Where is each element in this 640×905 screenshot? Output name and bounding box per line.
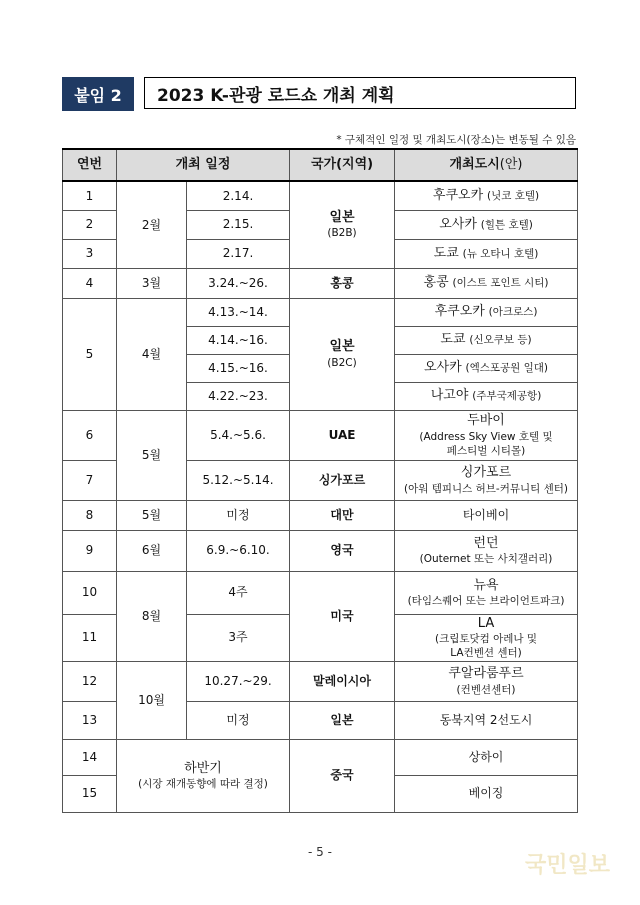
row-no: 2 [63, 210, 117, 239]
table-row [63, 500, 578, 530]
document-title: 2023 K-관광 로드쇼 개최 계획 [144, 77, 576, 109]
city-sub: (타임스퀘어 또는 브라이언트파크) [407, 595, 565, 608]
city-label: 홍콩 [423, 275, 449, 291]
row-no: 9 [63, 530, 117, 571]
table-row [63, 571, 578, 614]
row-no: 6 [63, 410, 117, 460]
country-cell: UAE [290, 410, 395, 460]
row-no: 7 [63, 460, 117, 500]
header-no: 연번 [63, 149, 117, 181]
month-cell: 5월 [117, 500, 187, 530]
date-cell: 미정 [187, 701, 290, 739]
city-sub: (힐튼 호텔) [480, 218, 533, 231]
city-label: 후쿠오카 [432, 187, 484, 203]
city-sub: (아크로스) [488, 306, 538, 319]
city-label: 도쿄 [440, 332, 466, 348]
city-sub: LA컨벤션 센터) [450, 647, 522, 660]
date-cell: 3.24.~26. [187, 268, 290, 298]
country-cell: 미국 [290, 571, 395, 661]
city-sub: (이스트 포인트 시티) [452, 277, 549, 290]
city-sub: (엑스포공원 일대) [465, 362, 549, 375]
page-number: - 5 - [308, 845, 332, 859]
city-label: 뉴욕 [473, 577, 499, 593]
city-cell [395, 530, 578, 571]
schedule-sub: (시장 재개동향에 따라 결정) [138, 778, 268, 791]
month-cell: 10월 [117, 661, 187, 739]
watermark-logo: 국민일보 [524, 853, 610, 878]
row-no: 5 [63, 298, 117, 410]
header-schedule: 개최 일정 [117, 149, 290, 181]
country-sub: (B2C) [327, 356, 357, 369]
header-city-sub: (안) [499, 157, 523, 173]
city-cell: 타이베이 [395, 500, 578, 530]
city-cell [395, 571, 578, 614]
header-country: 국가(지역) [290, 149, 395, 181]
month-cell: 4월 [117, 298, 187, 410]
city-cell: 동북지역 2선도시 [395, 701, 578, 739]
country-cell: 홍콩 [290, 268, 395, 298]
country-cell [290, 298, 395, 410]
city-cell [395, 181, 578, 210]
city-label: 오사카 [423, 360, 462, 376]
table-row [63, 181, 578, 210]
city-label: 쿠알라룸푸르 [448, 666, 524, 682]
city-cell: 상하이 [395, 739, 578, 775]
schedule-label: 하반기 [184, 760, 222, 776]
date-cell: 5.4.~5.6. [187, 410, 290, 460]
city-label: 오사카 [439, 216, 477, 232]
country-cell: 말레이시아 [290, 661, 395, 701]
city-cell [395, 410, 578, 460]
date-cell: 4.13.~14. [187, 298, 290, 326]
row-no: 14 [63, 739, 117, 775]
city-label: 도쿄 [433, 245, 459, 261]
date-cell: 3주 [187, 614, 290, 661]
table-row [63, 268, 578, 298]
city-cell: 베이징 [395, 775, 578, 812]
month-cell: 2월 [117, 181, 187, 268]
city-cell [395, 460, 578, 500]
date-cell: 4주 [187, 571, 290, 614]
attachment-badge: 붙임 2 [62, 77, 134, 111]
country-cell: 일본 [290, 701, 395, 739]
date-cell: 10.27.~29. [187, 661, 290, 701]
month-cell: 3월 [117, 268, 187, 298]
country-label: 일본 [329, 339, 355, 355]
table-row [63, 661, 578, 701]
row-no: 15 [63, 775, 117, 812]
city-cell [395, 614, 578, 661]
schedule-cell [117, 739, 290, 812]
city-cell [395, 326, 578, 354]
date-cell: 2.17. [187, 239, 290, 268]
country-cell: 싱가포르 [290, 460, 395, 500]
header-city-label: 개최도시 [449, 157, 500, 173]
city-sub: (신오쿠보 등) [469, 334, 532, 347]
city-cell [395, 210, 578, 239]
table-row [63, 739, 578, 775]
month-cell: 5월 [117, 410, 187, 500]
table-row [63, 530, 578, 571]
city-cell [395, 354, 578, 382]
city-label: 싱가포르 [460, 465, 512, 481]
city-sub: (컨벤션센터) [456, 683, 516, 696]
city-label: 나고야 [430, 388, 469, 404]
city-sub: (Address Sky View 호텔 및 [419, 430, 553, 443]
country-cell: 대만 [290, 500, 395, 530]
row-no: 3 [63, 239, 117, 268]
table-row [63, 410, 578, 460]
city-cell [395, 268, 578, 298]
date-cell: 6.9.~6.10. [187, 530, 290, 571]
schedule-note: * 구체적인 일정 및 개최도시(장소)는 변동될 수 있음 [336, 134, 576, 146]
country-cell: 영국 [290, 530, 395, 571]
header-city [395, 149, 578, 181]
date-cell: 미정 [187, 500, 290, 530]
date-cell: 5.12.~5.14. [187, 460, 290, 500]
city-cell [395, 298, 578, 326]
row-no: 10 [63, 571, 117, 614]
roadshow-table [62, 148, 578, 813]
row-no: 12 [63, 661, 117, 701]
city-label: 두바이 [467, 413, 505, 429]
city-sub: (닛코 호텔) [486, 189, 540, 202]
city-label: 런던 [473, 535, 499, 551]
date-cell: 4.22.~23. [187, 382, 290, 410]
city-sub: (아워 템피니스 허브-커뮤니티 센터) [404, 482, 569, 495]
date-cell: 2.15. [187, 210, 290, 239]
date-cell: 2.14. [187, 181, 290, 210]
city-sub: (뉴 오타니 호텔) [462, 247, 539, 260]
table-header-row [63, 149, 578, 181]
city-label: 후쿠오카 [434, 304, 485, 320]
city-label: LA [477, 615, 495, 631]
row-no: 1 [63, 181, 117, 210]
city-cell [395, 382, 578, 410]
city-sub: (주부국제공항) [472, 390, 542, 403]
city-cell [395, 239, 578, 268]
row-no: 4 [63, 268, 117, 298]
city-sub: (크립토닷컴 아레나 및 [434, 633, 538, 646]
country-cell [290, 181, 395, 268]
country-label: 일본 [329, 209, 355, 225]
month-cell: 8월 [117, 571, 187, 661]
city-cell [395, 661, 578, 701]
row-no: 11 [63, 614, 117, 661]
city-sub: (Outernet 또는 사치갤러리) [419, 553, 553, 566]
country-cell: 중국 [290, 739, 395, 812]
row-no: 13 [63, 701, 117, 739]
table-row [63, 298, 578, 326]
date-cell: 4.15.~16. [187, 354, 290, 382]
country-sub: (B2B) [327, 227, 357, 240]
month-cell: 6월 [117, 530, 187, 571]
date-cell: 4.14.~16. [187, 326, 290, 354]
row-no: 8 [63, 500, 117, 530]
city-sub: 페스티벌 시티몰) [446, 444, 526, 457]
